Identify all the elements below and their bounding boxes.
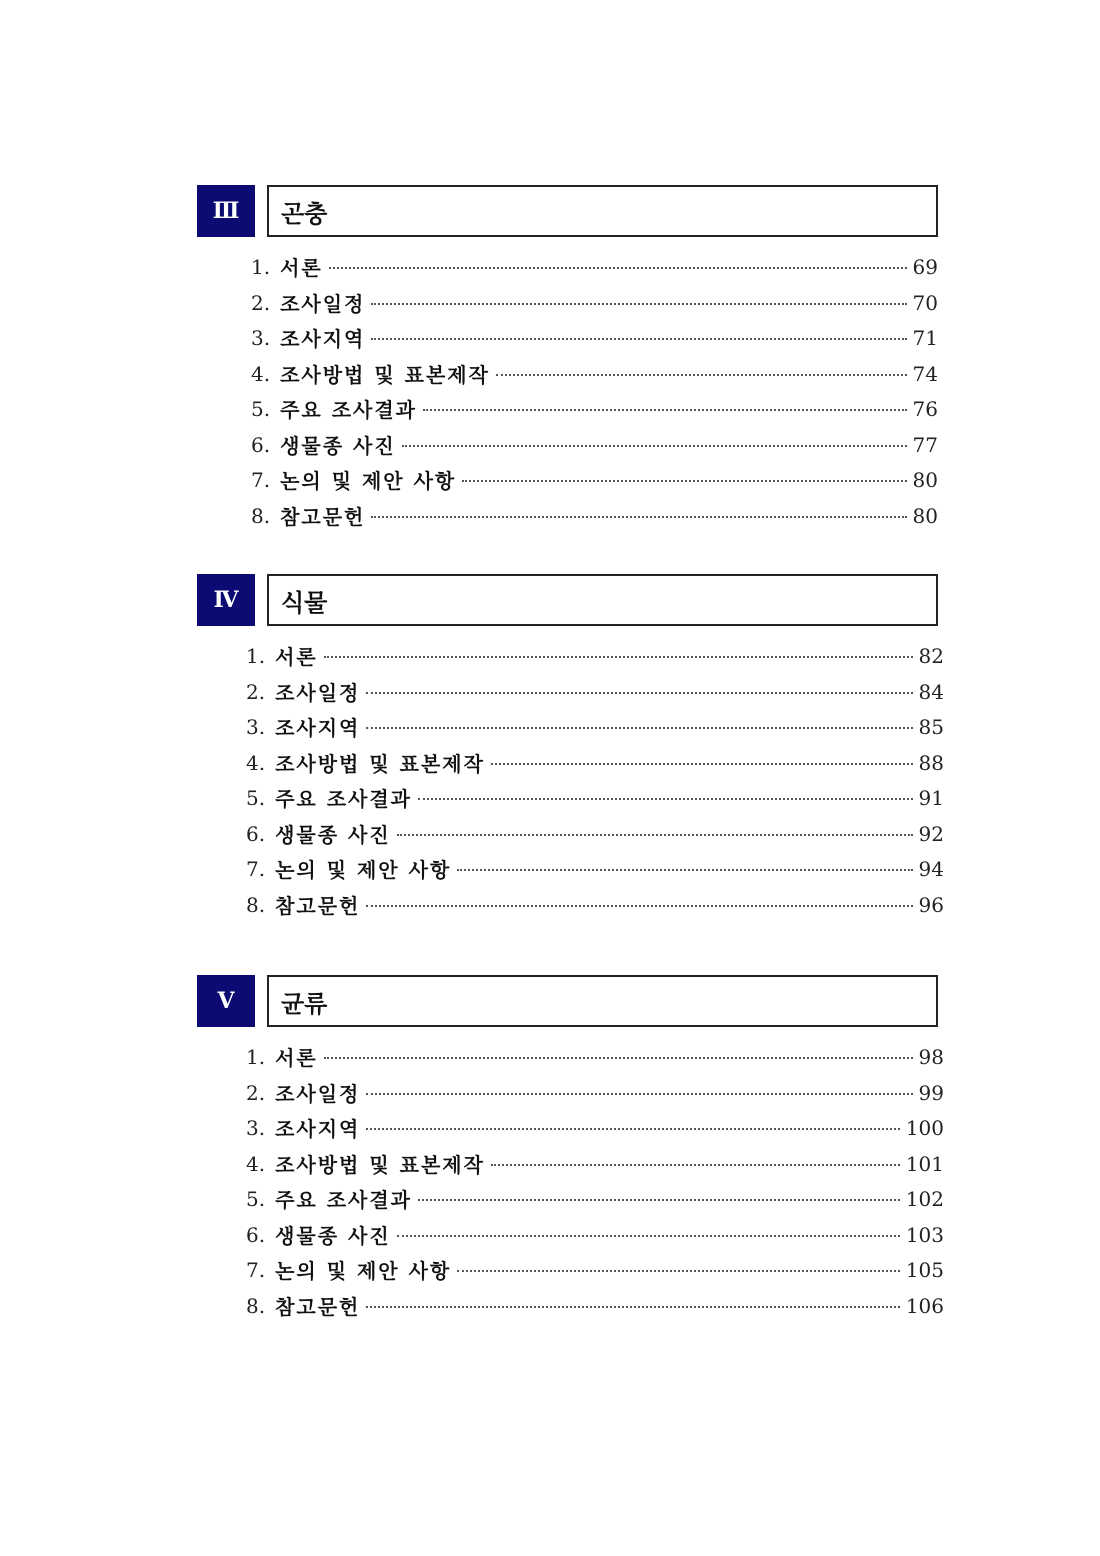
entry-page-number: 71 — [912, 325, 938, 350]
entry-label: 조사방법 및 표본제작 — [275, 1153, 485, 1177]
entry-label: 주요 조사결과 — [275, 787, 412, 811]
entry-number: 5. — [251, 396, 271, 421]
entry-label: 조사지역 — [280, 327, 366, 351]
section-header — [0, 574, 1100, 626]
entry-page-number: 88 — [918, 750, 944, 775]
section-numeral: Ⅳ — [197, 574, 255, 626]
entry-label: 생물종 사진 — [275, 1224, 391, 1248]
toc-entry[interactable] — [246, 1181, 944, 1216]
entry-page-number: 91 — [918, 785, 944, 810]
section-title-box — [267, 574, 938, 626]
toc-entry[interactable] — [246, 1252, 944, 1287]
dot-leader — [491, 1164, 900, 1166]
toc-entry[interactable] — [246, 674, 944, 709]
entry-number: 1. — [246, 643, 266, 668]
entry-page-number: 102 — [905, 1186, 944, 1211]
toc-entry[interactable] — [246, 638, 944, 673]
toc-entry[interactable] — [246, 780, 944, 815]
entry-label: 주요 조사결과 — [275, 1188, 412, 1212]
entry-label: 생물종 사진 — [275, 823, 391, 847]
dot-leader — [366, 727, 912, 729]
entry-page-number: 76 — [912, 396, 938, 421]
toc-entry[interactable] — [246, 887, 944, 922]
entry-label: 서론 — [275, 1046, 318, 1070]
entry-label: 조사방법 및 표본제작 — [280, 363, 490, 387]
section-numeral: Ⅴ — [197, 975, 255, 1027]
dot-leader — [366, 905, 912, 907]
dot-leader — [402, 445, 907, 447]
entry-number: 6. — [246, 1222, 266, 1247]
dot-leader — [366, 1128, 899, 1130]
entry-number: 2. — [246, 1080, 266, 1105]
entry-page-number: 77 — [912, 432, 938, 457]
entry-number: 1. — [251, 254, 271, 279]
entry-number: 4. — [246, 750, 266, 775]
section-title-box — [267, 185, 938, 237]
toc-entry[interactable] — [251, 391, 938, 426]
entry-page-number: 106 — [905, 1293, 944, 1318]
entry-number: 7. — [246, 856, 266, 881]
dot-leader — [418, 798, 913, 800]
entry-page-number: 70 — [912, 290, 938, 315]
entry-number: 1. — [246, 1044, 266, 1069]
toc-entry[interactable] — [251, 249, 938, 284]
entry-number: 2. — [251, 290, 271, 315]
entry-label: 논의 및 제안 사항 — [280, 469, 457, 493]
toc-entry[interactable] — [246, 816, 944, 851]
section-title: 식물 — [281, 588, 328, 617]
dot-leader — [457, 1270, 900, 1272]
entry-number: 4. — [246, 1151, 266, 1176]
entry-page-number: 103 — [905, 1222, 944, 1247]
dot-leader — [457, 869, 912, 871]
section-header — [0, 185, 1100, 237]
entry-label: 조사일정 — [275, 1082, 361, 1106]
entry-number: 3. — [251, 325, 271, 350]
dot-leader — [324, 1057, 913, 1059]
dot-leader — [491, 763, 913, 765]
dot-leader — [397, 1235, 900, 1237]
entry-page-number: 98 — [918, 1044, 944, 1069]
dot-leader — [371, 516, 906, 518]
dot-leader — [329, 267, 907, 269]
entry-label: 참고문헌 — [280, 505, 366, 529]
toc-entry[interactable] — [246, 1110, 944, 1145]
entry-number: 5. — [246, 785, 266, 810]
entry-number: 6. — [251, 432, 271, 457]
dot-leader — [366, 1093, 912, 1095]
entry-page-number: 69 — [912, 254, 938, 279]
entry-number: 7. — [251, 467, 271, 492]
section-title: 균류 — [281, 989, 328, 1018]
entry-label: 주요 조사결과 — [280, 398, 417, 422]
entry-label: 논의 및 제안 사항 — [275, 1259, 452, 1283]
entry-label: 참고문헌 — [275, 894, 361, 918]
toc-entry[interactable] — [246, 1039, 944, 1074]
entry-page-number: 99 — [918, 1080, 944, 1105]
entry-label: 조사방법 및 표본제작 — [275, 752, 485, 776]
section-header — [0, 975, 1100, 1027]
entry-label: 조사지역 — [275, 1117, 361, 1141]
toc-entry[interactable] — [246, 1075, 944, 1110]
toc-entry[interactable] — [246, 1146, 944, 1181]
dot-leader — [397, 834, 913, 836]
toc-entry[interactable] — [246, 709, 944, 744]
entry-number: 4. — [251, 361, 271, 386]
section-title: 곤충 — [281, 199, 328, 228]
dot-leader — [366, 692, 912, 694]
dot-leader — [418, 1199, 900, 1201]
toc-section-5 — [0, 975, 1100, 1319]
toc-entry[interactable] — [246, 1288, 944, 1323]
toc-section-3 — [0, 185, 1100, 529]
entry-number: 8. — [246, 892, 266, 917]
entry-page-number: 101 — [905, 1151, 944, 1176]
dot-leader — [496, 374, 907, 376]
entry-label: 생물종 사진 — [280, 434, 396, 458]
entry-page-number: 82 — [918, 643, 944, 668]
entry-page-number: 105 — [905, 1257, 944, 1282]
entry-page-number: 92 — [918, 821, 944, 846]
entry-number: 6. — [246, 821, 266, 846]
entry-label: 조사일정 — [280, 292, 366, 316]
entry-label: 논의 및 제안 사항 — [275, 858, 452, 882]
section-numeral: Ⅲ — [197, 185, 255, 237]
entry-number: 8. — [246, 1293, 266, 1318]
entry-number: 5. — [246, 1186, 266, 1211]
entry-label: 서론 — [280, 256, 323, 280]
toc-entry[interactable] — [246, 745, 944, 780]
toc-entry[interactable] — [251, 462, 938, 497]
entry-number: 8. — [251, 503, 271, 528]
toc-entry[interactable] — [246, 851, 944, 886]
toc-entry[interactable] — [251, 285, 938, 320]
entry-number: 3. — [246, 714, 266, 739]
entry-number: 2. — [246, 679, 266, 704]
toc-section-4 — [0, 574, 1100, 918]
entry-page-number: 96 — [918, 892, 944, 917]
toc-entry[interactable] — [246, 1217, 944, 1252]
entry-page-number: 80 — [912, 503, 938, 528]
entry-page-number: 85 — [918, 714, 944, 739]
dot-leader — [366, 1306, 899, 1308]
toc-entry[interactable] — [251, 320, 938, 355]
toc-entry[interactable] — [251, 498, 938, 533]
entry-page-number: 74 — [912, 361, 938, 386]
entry-label: 서론 — [275, 645, 318, 669]
section-title-box — [267, 975, 938, 1027]
entry-page-number: 84 — [918, 679, 944, 704]
entry-number: 7. — [246, 1257, 266, 1282]
entry-page-number: 80 — [912, 467, 938, 492]
entry-label: 조사지역 — [275, 716, 361, 740]
dot-leader — [324, 656, 913, 658]
dot-leader — [462, 480, 906, 482]
dot-leader — [371, 338, 906, 340]
dot-leader — [371, 303, 906, 305]
dot-leader — [423, 409, 907, 411]
entry-page-number: 100 — [905, 1115, 944, 1140]
entry-number: 3. — [246, 1115, 266, 1140]
entry-page-number: 94 — [918, 856, 944, 881]
toc-entry[interactable] — [251, 356, 938, 391]
toc-entry[interactable] — [251, 427, 938, 462]
entry-label: 참고문헌 — [275, 1295, 361, 1319]
entry-label: 조사일정 — [275, 681, 361, 705]
